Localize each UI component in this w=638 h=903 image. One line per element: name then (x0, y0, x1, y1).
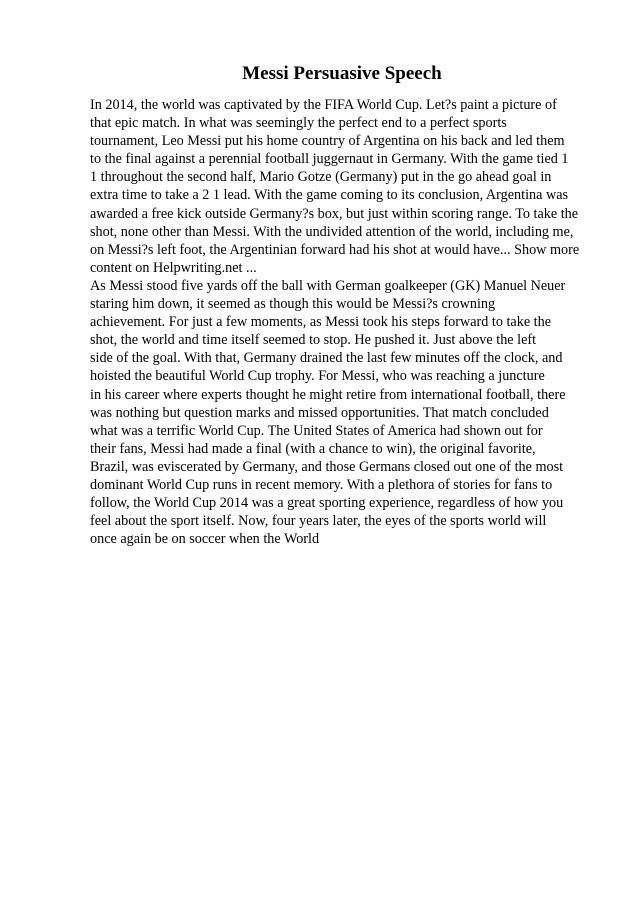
text-line: achievement. For just a few moments, as Messi took his steps forward to take the (90, 314, 551, 331)
text-line: once again be on soccer when the World (90, 531, 320, 548)
text-line: As Messi stood five yards off the ball with German goalkeeper (GK) Manuel Neuer (90, 277, 566, 294)
text-line: extra time to take a 2 1 lead. With the game coming to its conclusion, Argentina was (90, 187, 569, 204)
text-line: to the final against a perennial football juggernaut in Germany. With the game tied 1 (90, 151, 569, 168)
text-line: on Messi?s left foot, the Argentinian forward had his shot at would have... Show more (90, 241, 580, 258)
text-line: tournament, Leo Messi put his home country of Argentina on his back and led them (90, 133, 565, 150)
text-line: shot, none other than Messi. With the undivided attention of the world, including me, (90, 223, 574, 240)
text-line: 1 throughout the second half, Mario Gotze (Germany) put in the go ahead goal in (90, 169, 552, 186)
page-title: Messi Persuasive Speech (242, 63, 442, 84)
text-line: hoisted the beautiful World Cup trophy. For Messi, who was reaching a juncture (90, 368, 545, 385)
body-text (90, 96, 610, 548)
text-line: follow, the World Cup 2014 was a great sporting experience, regardless of how you (90, 495, 564, 512)
text-line: was nothing but question marks and missed opportunities. That match concluded (90, 404, 549, 421)
text-line: staring him down, it seemed as though this would be Messi?s crowning (90, 296, 496, 313)
text-line: In 2014, the world was captivated by the FIFA World Cup. Let?s paint a picture of (90, 97, 557, 113)
text-line: Brazil, was eviscerated by Germany, and those Germans closed out one of the most (90, 458, 564, 475)
text-line: feel about the sport itself. Now, four years later, the eyes of the sports world will (90, 513, 547, 530)
text-line: in his career where experts thought he might retire from international football, there (90, 386, 566, 403)
text-line: awarded a free kick outside Germany?s box, but just within scoring range. To take the (90, 205, 579, 222)
text-line: content on Helpwriting.net ... (90, 259, 257, 276)
text-line: shot, the world and time itself seemed to stop. He pushed it. Just above the left (90, 332, 537, 349)
text-line: that epic match. In what was seemingly the perfect end to a perfect sports (90, 115, 507, 132)
text-line: dominant World Cup runs in recent memory. With a plethora of stories for fans to (90, 476, 553, 493)
text-line: what was a terrific World Cup. The United States of America had shown out for (90, 422, 543, 439)
text-line: side of the goal. With that, Germany drained the last few minutes off the clock, and (90, 350, 563, 367)
text-line: their fans, Messi had made a final (with a chance to win), the original favorite, (90, 440, 536, 457)
